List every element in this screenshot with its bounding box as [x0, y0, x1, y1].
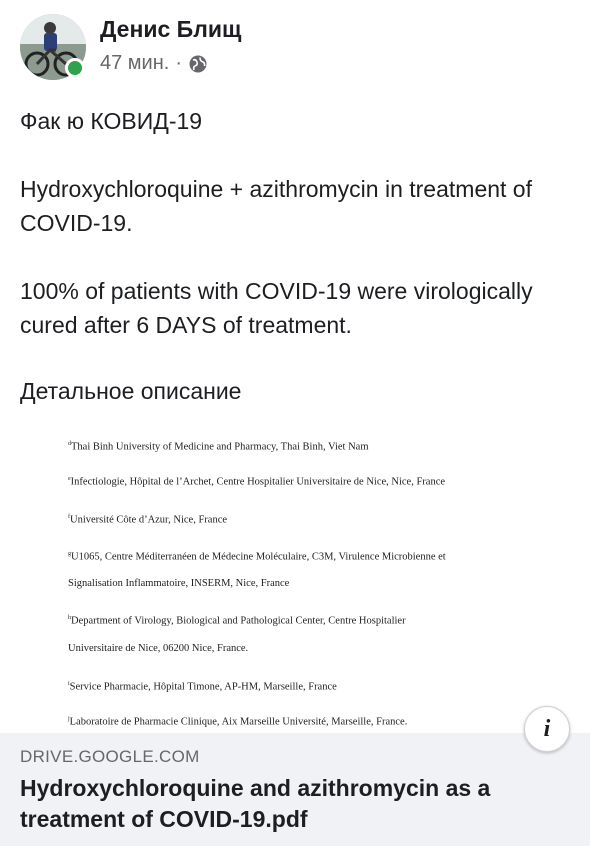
doc-affiliation-line: $^d$Thai Binh University of Medicine and Pharmacy, Thai Binh, Viet Nam	[68, 441, 369, 453]
doc-affiliation-line: $^e$Infectiologie, Hôpital de l’Archet, Centre Hospitalier Universitaire de Nice, Nice, France	[68, 476, 446, 488]
link-domain: DRIVE.GOOGLE.COM	[20, 747, 200, 766]
doc-affiliation-line: Signalisation Inflammatoire, INSERM, Nice, France	[68, 578, 290, 589]
post-header	[20, 12, 570, 82]
link-footer[interactable]	[0, 733, 590, 846]
doc-affiliation-line: $^f$Université Côte d’Azur, Nice, France	[68, 514, 228, 526]
doc-affiliation-line: $^j$Laboratoire de Pharmacie Clinique, Aix Marseille Université, Marseille, France.	[68, 716, 408, 728]
doc-affiliation-line: $^h$Department of Virology, Biological and Pathological Center, Centre Hospitalier	[68, 615, 406, 627]
globe-icon[interactable]	[188, 54, 208, 74]
post-time[interactable]: 47 мин.	[100, 52, 170, 74]
meta-separator: ·	[175, 52, 182, 74]
post-meta	[100, 52, 208, 75]
post-line-4: Детальное описание	[20, 378, 242, 404]
doc-affiliation-line: Universitaire de Nice, 06200 Nice, France.	[68, 643, 249, 654]
link-preview-image[interactable]	[0, 425, 590, 733]
link-title[interactable]: Hydroxychloroquine and azithromycin as a treatment of COVID-19.pdf	[20, 775, 491, 832]
info-icon[interactable]: i	[524, 706, 570, 752]
post-line-1: Фак ю КОВИД-19	[20, 108, 203, 134]
author-name[interactable]: Денис Блищ	[100, 16, 242, 42]
post-line-2: Hydroxychloroquine + azithromycin in treatment of COVID-19.	[20, 176, 532, 236]
doc-affiliation-line: $^g$U1065, Centre Méditerranéen de Médecine Moléculaire, C3M, Virulence Microbienne et	[68, 551, 446, 563]
post-line-3: 100% of patients with COVID-19 were virologically cured after 6 DAYS of treatment.	[20, 278, 533, 338]
online-status-dot	[65, 58, 85, 78]
doc-affiliation-line: $^i$Service Pharmacie, Hôpital Timone, AP-HM, Marseille, France	[68, 681, 337, 693]
